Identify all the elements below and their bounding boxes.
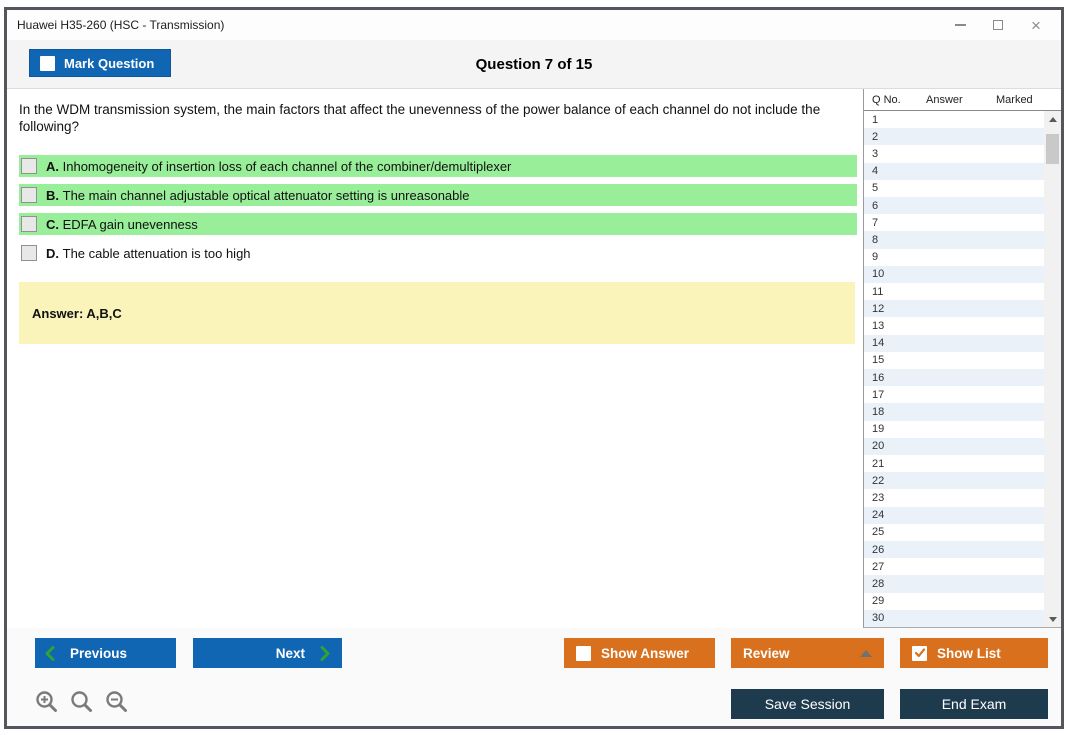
question-list-row[interactable]: [864, 386, 1044, 403]
scroll-up-icon: [1049, 117, 1057, 122]
show-answer-button[interactable]: [564, 638, 715, 668]
question-list-row[interactable]: [864, 163, 1044, 180]
main-area: [7, 88, 1061, 628]
chevron-left-icon: [45, 646, 55, 661]
option-checkbox[interactable]: [21, 216, 37, 232]
options-list: [19, 155, 857, 264]
answer-box: [19, 282, 855, 344]
question-list-row[interactable]: [864, 507, 1044, 524]
option-label: A. Inhomogeneity of insertion loss of each channel of the combiner/demultiplexer: [46, 158, 512, 174]
zoom-out-icon[interactable]: [105, 690, 129, 714]
question-number: 21: [872, 457, 885, 470]
window-title: Huawei H35-260 (HSC - Transmission): [17, 18, 225, 32]
question-number: 20: [872, 440, 885, 453]
end-exam-button[interactable]: [900, 689, 1048, 719]
question-number: 25: [872, 526, 885, 539]
question-number: 8: [872, 234, 879, 247]
option-checkbox[interactable]: [21, 158, 37, 174]
zoom-reset-icon[interactable]: [70, 690, 94, 714]
question-list-row[interactable]: [864, 283, 1044, 300]
option-checkbox[interactable]: [21, 187, 37, 203]
question-number: 27: [872, 560, 885, 573]
question-number: 17: [872, 388, 885, 401]
checkmark-icon: [914, 647, 926, 659]
question-counter: Question 7 of 15: [475, 55, 593, 73]
option-label: D. The cable attenuation is too high: [46, 245, 251, 261]
question-number: 29: [872, 595, 885, 608]
question-number: 6: [872, 199, 879, 212]
option-checkbox[interactable]: [21, 245, 37, 261]
question-list-row[interactable]: [864, 197, 1044, 214]
question-list-row[interactable]: [864, 111, 1044, 128]
question-number: 23: [872, 492, 885, 505]
option-b[interactable]: [19, 184, 857, 206]
question-number: 13: [872, 320, 885, 333]
question-number: 30: [872, 612, 885, 625]
question-list-body: [864, 111, 1061, 627]
question-list-row[interactable]: [864, 610, 1044, 627]
show-answer-checkbox[interactable]: [576, 646, 591, 661]
mark-question-button[interactable]: [29, 49, 171, 77]
question-number: 28: [872, 578, 885, 591]
question-number: 11: [872, 285, 884, 298]
question-list-row[interactable]: [864, 317, 1044, 334]
end-exam-label: End Exam: [941, 695, 1007, 712]
review-label: Review: [743, 645, 790, 661]
scroll-down-button[interactable]: [1044, 611, 1061, 627]
question-list-scrollbar[interactable]: [1044, 111, 1061, 627]
show-list-button[interactable]: [900, 638, 1048, 668]
close-icon: ×: [1031, 15, 1041, 35]
question-number: 2: [872, 130, 879, 143]
question-list-row[interactable]: [864, 266, 1044, 283]
mark-question-checkbox[interactable]: [40, 56, 55, 71]
question-number: 9: [872, 251, 879, 264]
question-number: 14: [872, 337, 885, 350]
footer-bar: [7, 628, 1061, 726]
question-list-row[interactable]: [864, 593, 1044, 610]
question-number: 19: [872, 423, 885, 436]
option-label: B. The main channel adjustable optical attenuator setting is unreasonable: [46, 187, 470, 203]
minimize-icon: [955, 24, 966, 26]
question-number: 1: [872, 113, 879, 126]
question-list-row[interactable]: [864, 249, 1044, 266]
previous-label: Previous: [70, 645, 128, 661]
mark-question-label: Mark Question: [64, 55, 155, 71]
app-window: [4, 7, 1064, 729]
question-list-row[interactable]: [864, 335, 1044, 352]
scrollbar-thumb[interactable]: [1046, 134, 1059, 164]
question-number: 24: [872, 509, 885, 522]
review-button[interactable]: [731, 638, 884, 668]
question-number: 15: [872, 354, 885, 367]
scroll-up-button[interactable]: [1044, 111, 1061, 127]
scroll-down-icon: [1049, 617, 1057, 622]
question-number: 4: [872, 165, 879, 178]
collapse-arrow-icon: [860, 650, 872, 657]
question-number: 10: [872, 268, 885, 281]
option-label: C. EDFA gain unevenness: [46, 216, 198, 232]
question-list-row[interactable]: [864, 231, 1044, 248]
show-list-label: Show List: [937, 645, 1001, 661]
question-panel: [7, 89, 863, 628]
question-list-row[interactable]: [864, 300, 1044, 317]
question-number: 3: [872, 148, 879, 160]
window-controls: [941, 10, 1055, 40]
show-list-checkbox[interactable]: [912, 646, 927, 661]
question-list-panel: [863, 89, 1061, 628]
question-list-row[interactable]: [864, 180, 1044, 197]
question-list-row[interactable]: [864, 352, 1044, 369]
question-number: 18: [872, 406, 885, 419]
question-list-row[interactable]: [864, 128, 1044, 145]
question-number: 26: [872, 543, 885, 556]
close-button[interactable]: [1017, 11, 1055, 39]
question-number: 16: [872, 371, 885, 384]
question-list-row[interactable]: [864, 369, 1044, 386]
question-list-row[interactable]: [864, 558, 1044, 575]
option-a[interactable]: [19, 155, 857, 177]
question-list-row[interactable]: [864, 575, 1044, 592]
column-header-answer: Answer: [926, 93, 963, 106]
question-list-header: [864, 89, 1061, 111]
question-list-row[interactable]: [864, 489, 1044, 506]
save-session-button[interactable]: [731, 689, 884, 719]
question-number: 5: [872, 182, 879, 195]
column-header-marked: Marked: [996, 93, 1033, 106]
previous-button[interactable]: [35, 638, 176, 668]
question-list-row[interactable]: [864, 421, 1044, 438]
next-button[interactable]: [193, 638, 342, 668]
minimize-button[interactable]: [941, 11, 979, 39]
show-answer-label: Show Answer: [601, 645, 690, 661]
zoom-in-icon[interactable]: [35, 690, 59, 714]
maximize-icon: [993, 20, 1003, 30]
option-d[interactable]: [19, 242, 857, 264]
question-list-row[interactable]: [864, 214, 1044, 231]
maximize-button[interactable]: [979, 11, 1017, 39]
option-c[interactable]: [19, 213, 857, 235]
question-number: 22: [872, 474, 885, 487]
question-number: 12: [872, 302, 885, 315]
question-list-row[interactable]: [864, 438, 1044, 455]
next-label: Next: [275, 645, 305, 661]
answer-text: Answer: A,B,C: [32, 305, 122, 321]
question-list-row[interactable]: [864, 145, 1044, 162]
question-list-row[interactable]: [864, 472, 1044, 489]
question-list-rows: [864, 111, 1044, 627]
chevron-right-icon: [320, 646, 330, 661]
question-list-row[interactable]: [864, 403, 1044, 420]
column-header-qno: Q No.: [872, 93, 901, 106]
toolbar: [7, 40, 1061, 88]
question-list-row[interactable]: [864, 541, 1044, 558]
question-list-row[interactable]: [864, 524, 1044, 541]
question-text: In the WDM transmission system, the main factors that affect the unevenness of the power balance of each channel do not include the following?: [19, 102, 821, 134]
question-list-row[interactable]: [864, 455, 1044, 472]
question-number: 7: [872, 216, 879, 229]
save-session-label: Save Session: [764, 695, 851, 712]
title-bar: [7, 10, 1061, 40]
